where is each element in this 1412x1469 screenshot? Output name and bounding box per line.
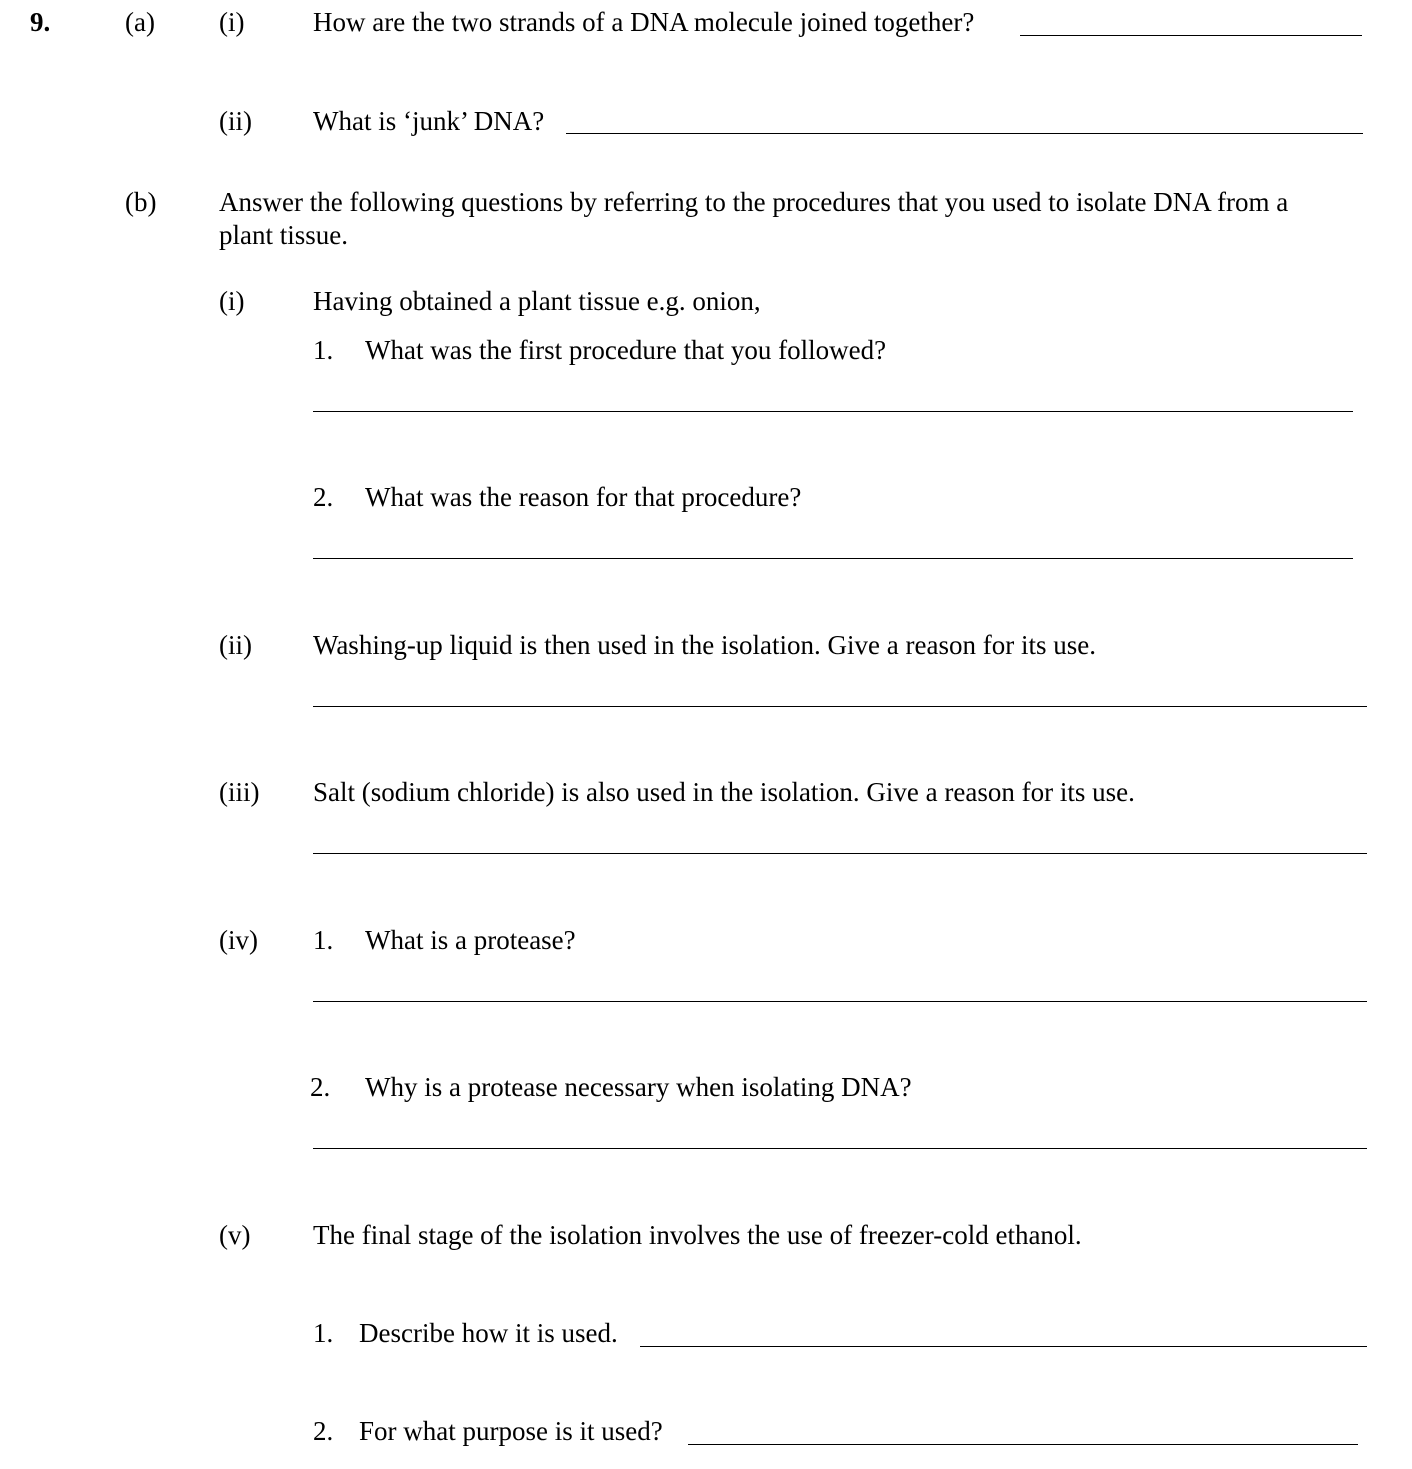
answer-line-b-iv-2[interactable] (313, 1148, 1367, 1149)
part-b-i-q1-number: 1. (313, 335, 334, 365)
answer-line-b-i-1[interactable] (313, 411, 1353, 412)
answer-line-b-i-2[interactable] (313, 558, 1353, 559)
part-b-i-text: Having obtained a plant tissue e.g. onion, (313, 286, 761, 316)
part-b-iv-q1-text: What is a protease? (365, 925, 576, 955)
answer-line-b-v-1[interactable] (640, 1346, 1367, 1347)
part-b-i-q2-text: What was the reason for that procedure? (365, 482, 802, 512)
part-b-iii-label: (iii) (219, 777, 260, 807)
answer-line-b-iv-1[interactable] (313, 1001, 1367, 1002)
part-a-ii-question: What is ‘junk’ DNA? (313, 106, 545, 136)
part-b-iv-q2-number: 2. (310, 1072, 331, 1102)
part-b-v-text: The final stage of the isolation involves the use of freezer-cold ethanol. (313, 1220, 1082, 1250)
answer-line-b-ii[interactable] (313, 706, 1367, 707)
question-number: 9. (30, 7, 51, 37)
part-b-iv-q2-text: Why is a protease necessary when isolating DNA? (365, 1072, 912, 1102)
part-a-i-label: (i) (219, 7, 245, 37)
part-a-ii-label: (ii) (219, 106, 252, 136)
part-b-v-q2-text: For what purpose is it used? (359, 1416, 663, 1446)
part-b-label: (b) (125, 187, 157, 217)
part-b-iii-question: Salt (sodium chloride) is also used in the isolation. Give a reason for its use. (313, 777, 1135, 807)
answer-line-a-ii[interactable] (566, 133, 1363, 134)
part-b-v-q1-number: 1. (313, 1318, 334, 1348)
part-b-iv-label: (iv) (219, 925, 258, 955)
part-b-intro-line2: plant tissue. (219, 220, 348, 250)
part-a-i-question: How are the two strands of a DNA molecule joined together? (313, 7, 975, 37)
part-b-i-q1-text: What was the first procedure that you followed? (365, 335, 887, 365)
answer-line-b-iii[interactable] (313, 853, 1367, 854)
part-b-i-label: (i) (219, 286, 245, 316)
part-b-v-q2-number: 2. (313, 1416, 334, 1446)
answer-line-a-i[interactable] (1020, 35, 1362, 36)
part-b-iv-q1-number: 1. (313, 925, 334, 955)
part-b-ii-question: Washing-up liquid is then used in the isolation. Give a reason for its use. (313, 630, 1096, 660)
part-b-v-q1-text: Describe how it is used. (359, 1318, 618, 1348)
part-b-ii-label: (ii) (219, 630, 252, 660)
part-a-label: (a) (125, 7, 155, 37)
part-b-v-label: (v) (219, 1220, 251, 1250)
part-b-intro-line1: Answer the following questions by referring to the procedures that you used to isolate DNA from a (219, 187, 1289, 217)
part-b-i-q2-number: 2. (313, 482, 334, 512)
answer-line-b-v-2[interactable] (688, 1444, 1358, 1445)
